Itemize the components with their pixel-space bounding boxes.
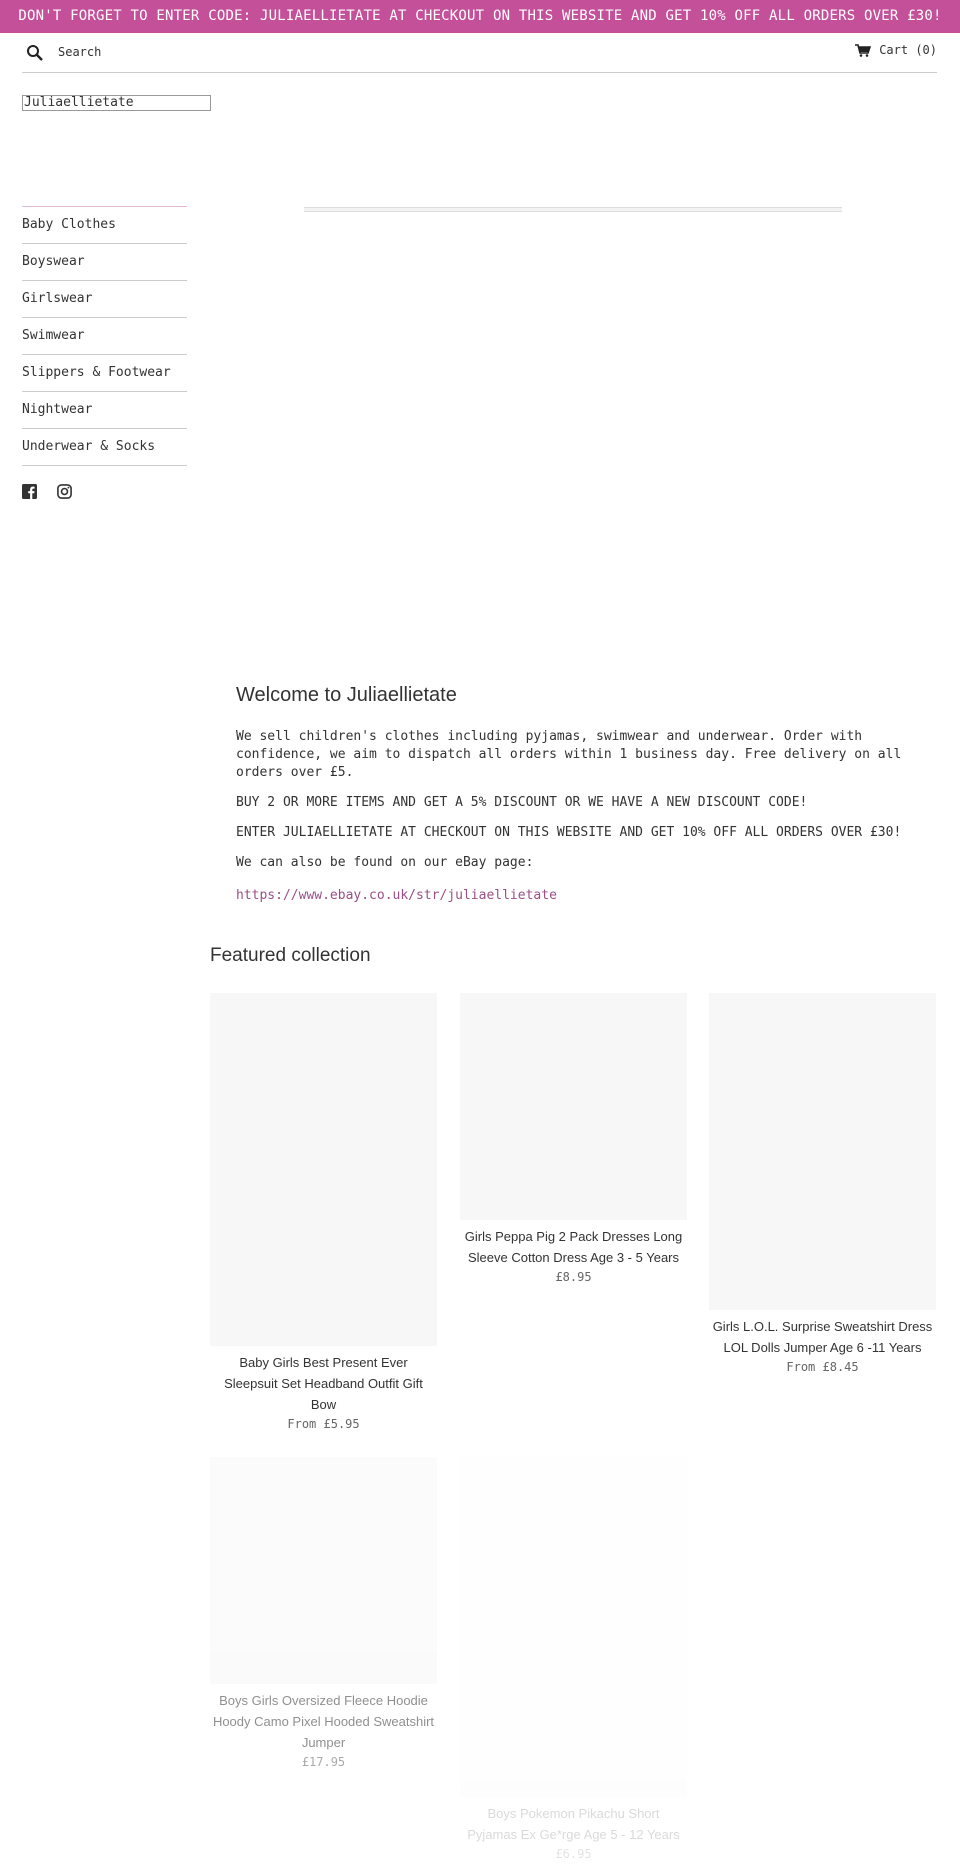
ebay-link[interactable]: https://www.ebay.co.uk/str/juliaellietate	[236, 888, 557, 903]
product-card[interactable]	[460, 1457, 687, 1861]
social-links	[22, 484, 82, 503]
sidebar-item-boyswear[interactable]: Boyswear	[22, 244, 187, 281]
featured-collection-title: Featured collection	[210, 945, 371, 966]
product-card[interactable]	[210, 993, 437, 1431]
welcome-paragraph-discount: BUY 2 OR MORE ITEMS AND GET A 5% DISCOUNT OR WE HAVE A NEW DISCOUNT CODE!	[236, 795, 808, 810]
search-icon[interactable]	[26, 44, 44, 62]
announcement-bar: DON'T FORGET TO ENTER CODE: JULIAELLIETATE AT CHECKOUT ON THIS WEBSITE AND GET 10% OFF ALL ORDERS OVER £30!	[0, 0, 960, 33]
cart-link[interactable]	[855, 43, 937, 57]
product-image[interactable]	[460, 1457, 687, 1797]
slideshow-placeholder	[304, 207, 842, 212]
sidebar-item-nightwear[interactable]: Nightwear	[22, 392, 187, 429]
welcome-paragraph-ebay: We can also be found on our eBay page:	[236, 855, 534, 870]
product-image[interactable]	[210, 1457, 437, 1684]
product-price: £6.95	[555, 1847, 592, 1861]
product-card[interactable]	[210, 1457, 437, 1769]
cart-label: Cart (0)	[879, 43, 937, 57]
welcome-title: Welcome to Juliaellietate	[236, 684, 457, 706]
site-logo[interactable]: Juliaellietate	[22, 95, 211, 111]
search-input[interactable]	[58, 41, 358, 63]
instagram-icon[interactable]	[57, 484, 72, 503]
product-image[interactable]	[210, 993, 437, 1346]
product-name[interactable]: Boys Pokemon Pikachu Short Pyjamas Ex Ge*rge Age 5 - 12 Years	[467, 1806, 680, 1842]
welcome-section	[236, 680, 936, 903]
product-name[interactable]: Boys Girls Oversized Fleece Hoodie Hoody Camo Pixel Hooded Sweatshirt Jumper	[212, 1693, 435, 1750]
product-price: From £8.45	[786, 1360, 859, 1374]
cart-icon	[855, 44, 871, 57]
product-name[interactable]: Girls Peppa Pig 2 Pack Dresses Long Sleeve Cotton Dress Age 3 - 5 Years	[464, 1229, 683, 1265]
product-price: £8.95	[555, 1270, 592, 1284]
sidebar-item-slippers-footwear[interactable]: Slippers & Footwear	[22, 355, 187, 392]
facebook-icon[interactable]	[22, 484, 37, 503]
sidebar-item-girlswear[interactable]: Girlswear	[22, 281, 187, 318]
welcome-paragraph-intro: We sell children's clothes including pyjamas, swimwear and underwear. Order with confidence, we aim to dispatch all orders within 1 business day. Free delivery on all orders over £5.	[236, 729, 902, 780]
sidebar-item-swimwear[interactable]: Swimwear	[22, 318, 187, 355]
sidebar-nav	[22, 206, 187, 466]
product-card[interactable]	[709, 993, 936, 1374]
product-card[interactable]	[460, 993, 687, 1284]
top-bar	[22, 33, 937, 73]
product-name[interactable]: Baby Girls Best Present Ever Sleepsuit Set Headband Outfit Gift Bow	[224, 1355, 423, 1412]
product-price: From £5.95	[287, 1417, 360, 1431]
product-image[interactable]	[460, 993, 687, 1220]
sidebar-item-baby-clothes[interactable]: Baby Clothes	[22, 207, 187, 244]
welcome-paragraph-code: ENTER JULIAELLIETATE AT CHECKOUT ON THIS WEBSITE AND GET 10% OFF ALL ORDERS OVER £30!	[236, 825, 902, 840]
product-price: £17.95	[301, 1755, 346, 1769]
product-image[interactable]	[709, 993, 936, 1310]
sidebar-item-underwear-socks[interactable]: Underwear & Socks	[22, 429, 187, 466]
product-name[interactable]: Girls L.O.L. Surprise Sweatshirt Dress LOL Dolls Jumper Age 6 -11 Years	[712, 1319, 933, 1355]
